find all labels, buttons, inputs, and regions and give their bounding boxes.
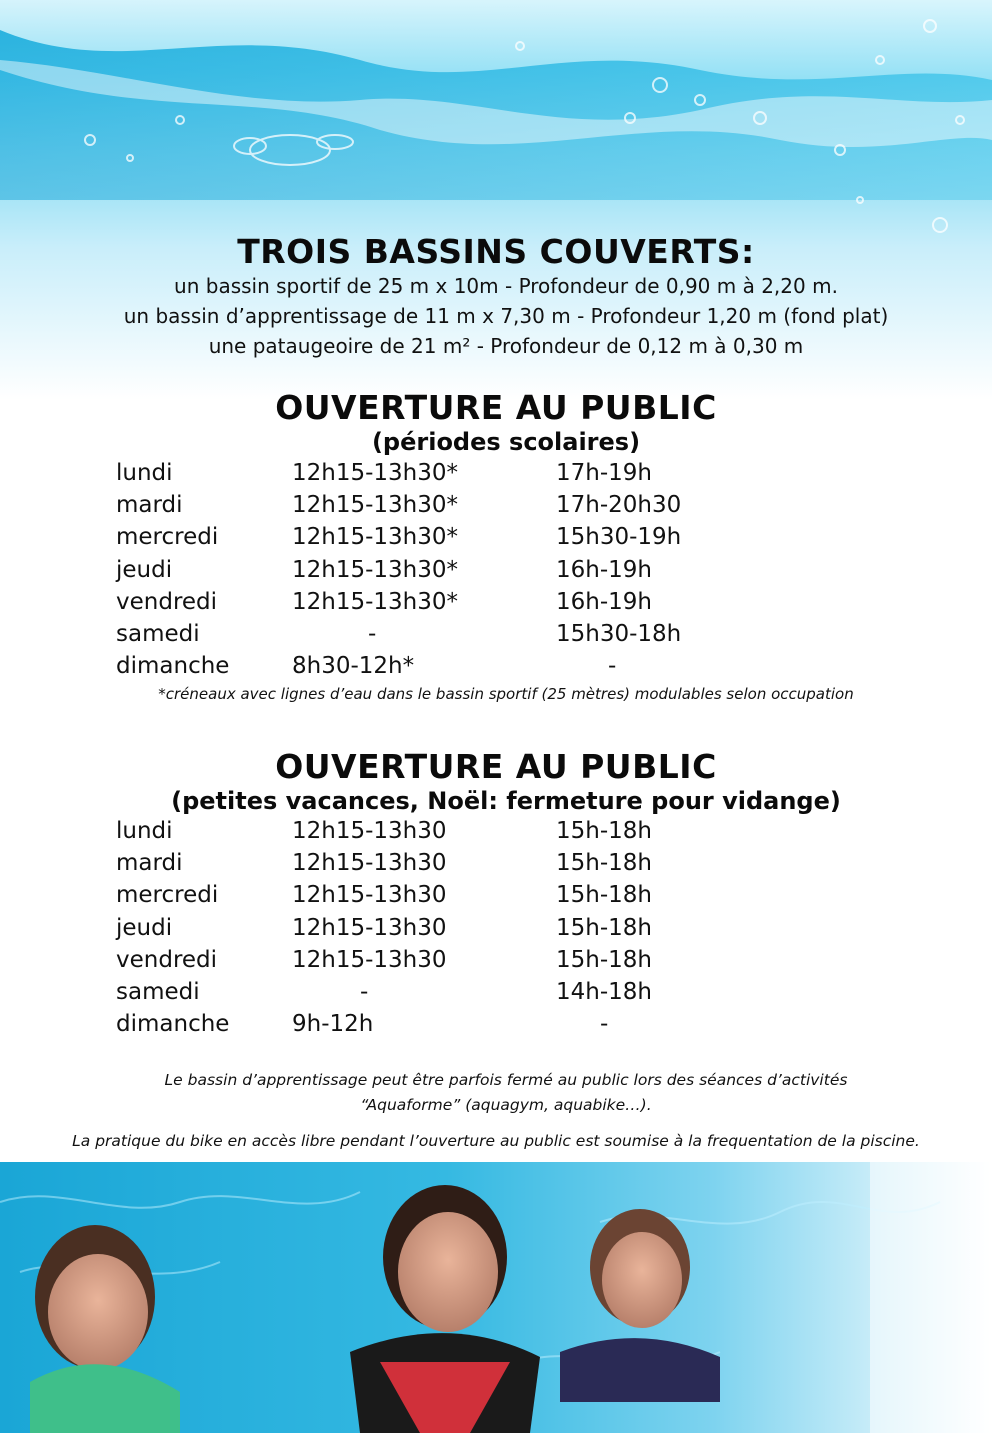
- afternoon-slot: 17h-20h30: [556, 492, 682, 519]
- morning-slot: 12h15-13h30*: [292, 460, 459, 486]
- day-label: dimanche: [116, 1011, 230, 1038]
- pool-line-learning: un bassin d’apprentissage de 11 m x 7,30 m - Profondeur 1,20 m (fond plat): [123, 304, 889, 328]
- afternoon-slot: 16h-19h: [556, 556, 652, 583]
- water-waves-graphic: [0, 0, 992, 260]
- schedule-row: [0, 589, 992, 621]
- schedule-row: [0, 653, 992, 685]
- afternoon-slot: 15h-18h: [556, 914, 652, 941]
- morning-slot: -: [368, 620, 377, 647]
- morning-slot: 12h15-13h30: [292, 914, 447, 941]
- afternoon-slot: -: [600, 1011, 609, 1038]
- afternoon-slot: 15h-18h: [556, 946, 652, 973]
- school-schedule-table: [0, 460, 992, 685]
- schedule-row: [0, 492, 992, 524]
- schedule-row: [0, 1011, 992, 1043]
- schedule-row: [0, 460, 992, 492]
- pools-title: TROIS BASSINS COUVERTS:: [237, 232, 755, 271]
- schedule-row: [0, 524, 992, 556]
- swimmers-photo: [0, 1162, 992, 1433]
- morning-slot: 12h15-13h30: [292, 850, 447, 877]
- schedule-row: [0, 882, 992, 914]
- school-schedule-title: OUVERTURE AU PUBLIC: [275, 388, 717, 427]
- pool-line-sport: un bassin sportif de 25 m x 10m - Profondeur de 0,90 m à 2,20 m.: [174, 274, 838, 298]
- afternoon-slot: 15h30-18h: [556, 620, 682, 647]
- day-label: lundi: [116, 460, 173, 486]
- day-label: mardi: [116, 492, 183, 519]
- schedule-row: [0, 915, 992, 947]
- afternoon-slot: 17h-19h: [556, 460, 652, 486]
- pool-line-paddling: une pataugeoire de 21 m² - Profondeur de 0,12 m à 0,30 m: [208, 334, 804, 358]
- morning-slot: 9h-12h: [292, 1011, 374, 1038]
- day-label: vendredi: [116, 588, 218, 615]
- afternoon-slot: 16h-19h: [556, 588, 652, 615]
- morning-slot: 12h15-13h30: [292, 818, 447, 844]
- morning-slot: 12h15-13h30*: [292, 492, 459, 519]
- afternoon-slot: 15h-18h: [556, 882, 652, 909]
- holiday-schedule-table: [0, 818, 992, 1043]
- schedule-row: [0, 557, 992, 589]
- morning-slot: 12h15-13h30*: [292, 588, 459, 615]
- afternoon-slot: 15h30-19h: [556, 524, 682, 551]
- day-label: mercredi: [116, 524, 219, 551]
- morning-slot: 8h30-12h*: [292, 653, 415, 680]
- holiday-schedule-subtitle: (petites vacances, Noël: fermeture pour vidange): [171, 787, 841, 815]
- schedule-row: [0, 818, 992, 850]
- day-label: dimanche: [116, 653, 230, 680]
- day-label: jeudi: [116, 914, 173, 941]
- holiday-schedule-title: OUVERTURE AU PUBLIC: [275, 747, 717, 786]
- afternoon-slot: 15h-18h: [556, 850, 652, 877]
- schedule-row: [0, 947, 992, 979]
- school-footnote: *créneaux avec lignes d’eau dans le bassin sportif (25 mètres) modulables selon occupation: [158, 685, 854, 703]
- bike-note: La pratique du bike en accès libre pendant l’ouverture au public est soumise à la frequentation de la piscine.: [72, 1132, 920, 1150]
- schedule-row: [0, 979, 992, 1011]
- afternoon-slot: 15h-18h: [556, 818, 652, 844]
- morning-slot: 12h15-13h30*: [292, 524, 459, 551]
- day-label: mardi: [116, 850, 183, 877]
- school-schedule-subtitle: (périodes scolaires): [371, 428, 641, 456]
- afternoon-slot: -: [608, 653, 617, 680]
- morning-slot: 12h15-13h30: [292, 882, 447, 909]
- schedule-row: [0, 621, 992, 653]
- day-label: jeudi: [116, 556, 173, 583]
- schedule-row: [0, 850, 992, 882]
- morning-slot: 12h15-13h30: [292, 946, 447, 973]
- day-label: samedi: [116, 620, 200, 647]
- morning-slot: 12h15-13h30*: [292, 556, 459, 583]
- day-label: vendredi: [116, 946, 218, 973]
- aquaforme-note-line1: Le bassin d’apprentissage peut être parfois fermé au public lors des séances d’activités: [164, 1071, 848, 1089]
- aquaforme-note-line2: “Aquaforme” (aquagym, aquabike…).: [360, 1096, 652, 1114]
- afternoon-slot: 14h-18h: [556, 978, 652, 1005]
- morning-slot: -: [360, 978, 369, 1005]
- day-label: samedi: [116, 978, 200, 1005]
- day-label: mercredi: [116, 882, 219, 909]
- swimmers-illustration: [0, 1162, 992, 1433]
- day-label: lundi: [116, 818, 173, 844]
